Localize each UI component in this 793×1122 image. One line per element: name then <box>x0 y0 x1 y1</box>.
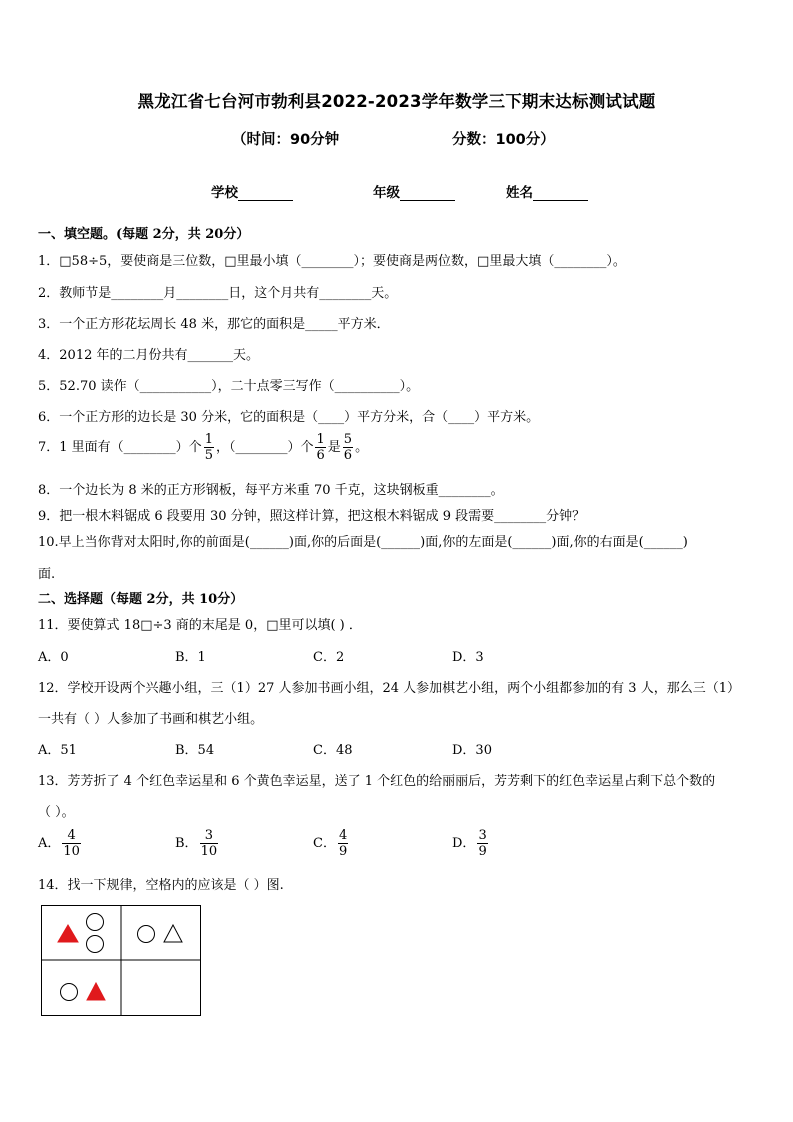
question-9: 9．把一根木料锯成 6 段要用 30 分钟，照这样计算，把这根木料锯成 9 段需要________分钟？ <box>38 509 586 524</box>
q11-option-b[interactable]: B．1 <box>175 650 206 665</box>
q11-option-d[interactable]: D．3 <box>452 650 484 665</box>
grade-label: 年级 <box>373 185 400 201</box>
exam-time: （时间：90分钟 <box>232 132 340 148</box>
name-field[interactable] <box>506 181 588 201</box>
question-6: 6．一个正方形的边长是 30 分米，它的面积是（____）平方分米，合（____）平方米。 <box>38 410 540 425</box>
pattern-grid-svg <box>42 906 200 1015</box>
q12-option-d[interactable]: D．30 <box>452 743 492 758</box>
q12-option-a[interactable]: A．51 <box>38 743 77 758</box>
section2-title: 二、选择题（每题 2分，共 10分） <box>38 592 244 607</box>
circle-icon <box>87 914 104 931</box>
triangle-outline-icon <box>164 925 182 942</box>
q11-option-c[interactable]: C．2 <box>313 650 345 665</box>
question-7 <box>38 432 368 463</box>
fraction-4-10: $\frac{4}{10}$ <box>63 828 80 859</box>
fraction-4-9: $\frac{4}{9}$ <box>338 828 348 859</box>
fraction-5-6: $\frac{5}{6}$ <box>343 432 353 463</box>
answer-cell-empty <box>122 961 199 1014</box>
question-10-cont: 面. <box>38 567 56 582</box>
q12-option-b[interactable]: B．54 <box>175 743 215 758</box>
circle-icon <box>87 936 104 953</box>
page-title: 黑龙江省七台河市勃利县2022-2023学年数学三下期末达标测试试题 <box>137 92 656 111</box>
q12-option-c[interactable]: C．48 <box>313 743 353 758</box>
pattern-grid <box>41 905 201 1016</box>
question-14: 14．找一下规律，空格内的应该是（ ）图. <box>38 878 284 893</box>
question-1: 1．□58÷5，要使商是三位数，□里最小填（________）；要使商是两位数，□里最大填（________）。 <box>38 254 626 269</box>
question-4: 4．2012 年的二月份共有_______天。 <box>38 348 259 363</box>
fraction-1-6: $\frac{1}{6}$ <box>316 432 325 463</box>
fraction-3-10: $\frac{3}{10}$ <box>200 828 218 859</box>
section1-title: 一、填空题。(每题 2分，共 20分） <box>38 227 250 242</box>
question-2: 2．教师节是________月________日，这个月共有________天。 <box>38 286 398 301</box>
name-label: 姓名 <box>506 185 533 201</box>
q7-text-d: 。 <box>355 440 369 455</box>
q7-text-c: 是 <box>327 440 341 455</box>
question-12-cont: 一共有（ ）人参加了书画和棋艺小组。 <box>38 712 264 727</box>
grade-field[interactable] <box>373 181 455 201</box>
circle-icon <box>138 926 155 943</box>
q7-text-b: ，（________）个 <box>215 440 314 455</box>
question-13: 13．芳芳折了 4 个红色幸运星和 6 个黄色幸运星，送了 1 个红色的给丽丽后，芳芳剩下的红色幸运星占剩下总个数的 <box>38 774 716 789</box>
question-8: 8．一个边长为 8 米的正方形钢板，每平方米重 70 千克，这块钢板重________。 <box>38 483 504 498</box>
circle-icon <box>61 984 78 1001</box>
q13-option-d[interactable]: D． $\frac{3}{9}$ <box>452 828 487 859</box>
grade-blank[interactable] <box>400 186 455 201</box>
red-triangle-icon <box>58 925 78 942</box>
question-13-cont: （ ）。 <box>38 805 75 820</box>
question-12: 12．学校开设两个兴趣小组，三（1）27 人参加书画小组，24 人参加棋艺小组，两个小组都参加的有 3 人，那么三（1） <box>38 681 740 696</box>
question-10: 10.早上当你背对太阳时,你的前面是(______)面,你的后面是(______)面,你的左面是(______)面,你的右面是(______) <box>38 535 688 550</box>
question-11: 11．要使算式 18□÷3 商的末尾是 0，□里可以填( ) ． <box>38 618 362 633</box>
fraction-1-5: $\frac{1}{5}$ <box>204 432 213 463</box>
fraction-3-9: $\frac{3}{9}$ <box>478 828 487 859</box>
q7-text-a: 7．1 里面有（________）个 <box>38 440 202 455</box>
school-blank[interactable] <box>238 186 293 201</box>
school-label: 学校 <box>211 185 238 201</box>
school-field[interactable] <box>211 181 293 201</box>
q13-option-a[interactable]: A． $\frac{4}{10}$ <box>38 828 80 859</box>
question-5: 5．52.70 读作（___________），二十点零三写作（__________）。 <box>38 379 420 394</box>
red-triangle-icon <box>87 983 105 1000</box>
exam-score: 分数：100分） <box>452 132 555 148</box>
q13-option-b[interactable]: B． $\frac{3}{10}$ <box>175 828 218 859</box>
question-3: 3．一个正方形花坛周长 48 米，那它的面积是_____平方米． <box>38 317 390 332</box>
q13-option-c[interactable]: C． $\frac{4}{9}$ <box>313 828 348 859</box>
name-blank[interactable] <box>533 186 588 201</box>
q11-option-a[interactable]: A．0 <box>38 650 69 665</box>
